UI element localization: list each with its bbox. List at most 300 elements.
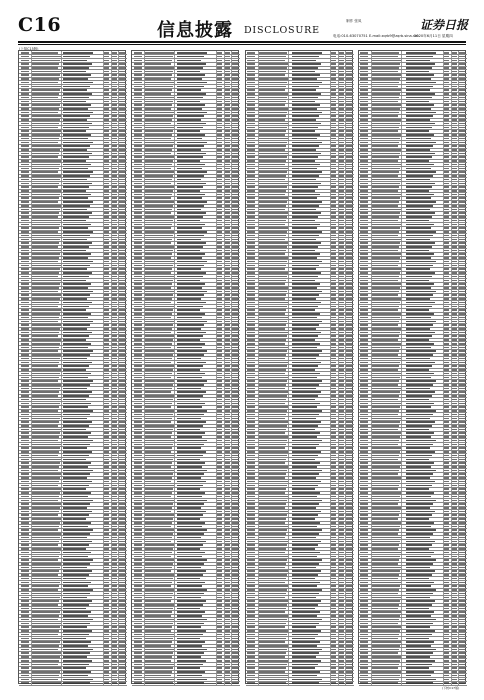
cell-text [444, 67, 449, 69]
fund-name-text [406, 619, 436, 621]
cell-text [112, 429, 117, 431]
cell-text [217, 347, 222, 349]
cell-text [225, 335, 230, 337]
cell-text [232, 496, 238, 498]
fund-name-text [292, 186, 318, 188]
cell-text [225, 608, 230, 610]
cell-text [112, 52, 117, 54]
fund-name-text [292, 541, 321, 543]
cell-text [232, 97, 238, 99]
cell-text [232, 634, 238, 636]
row-index-text [360, 56, 368, 58]
cell-text [225, 410, 230, 412]
row-index-text [360, 220, 368, 222]
cell-text [331, 324, 336, 326]
cell-text [112, 231, 117, 233]
fund-name-text [177, 369, 200, 371]
cell-text [225, 466, 230, 468]
cell-text [32, 231, 58, 233]
fund-name-text [406, 559, 436, 561]
cell-text [145, 250, 173, 252]
row-index-text [360, 541, 368, 543]
cell-text [452, 350, 457, 352]
cell-text [104, 682, 109, 684]
cell-text [444, 149, 449, 151]
row-index-text [247, 421, 255, 423]
cell-text [259, 507, 285, 509]
fund-name-text [177, 556, 202, 558]
cell-text [217, 567, 222, 569]
cell-text [145, 350, 174, 352]
cell-text [225, 242, 230, 244]
row-index-text [360, 239, 368, 241]
row-index-text [21, 220, 29, 222]
cell-text [259, 142, 287, 144]
cell-text [346, 298, 352, 300]
row-index-text [360, 142, 368, 144]
cell-text [259, 414, 286, 416]
fund-name-text [63, 611, 91, 613]
cell-text [452, 276, 457, 278]
fund-name-text [63, 380, 93, 382]
cell-text [104, 425, 109, 427]
cell-text [339, 294, 344, 296]
cell-text [32, 317, 59, 319]
fund-name-text [406, 436, 431, 438]
row-index-text [360, 149, 368, 151]
row-index-text [21, 563, 29, 565]
cell-text [331, 250, 336, 252]
cell-text [104, 518, 109, 520]
cell-text [452, 649, 457, 651]
cell-text [112, 440, 117, 442]
cell-text [104, 231, 109, 233]
cell-text [452, 503, 457, 505]
fund-name-text [406, 130, 429, 132]
row-index-text [360, 332, 368, 334]
cell-text [459, 671, 465, 673]
cell-text [217, 391, 222, 393]
cell-text [259, 377, 288, 379]
cell-text [346, 138, 352, 140]
cell-text [452, 317, 457, 319]
row-index-text [134, 130, 142, 132]
row-index-text [360, 164, 368, 166]
cell-text [104, 63, 109, 65]
cell-text [119, 52, 125, 54]
cell-text [217, 179, 222, 181]
cell-text [459, 388, 465, 390]
fund-name-text [177, 246, 203, 248]
fund-name-text [292, 130, 315, 132]
cell-text [331, 86, 336, 88]
cell-text [459, 679, 465, 681]
cell-text [217, 451, 222, 453]
cell-text [232, 250, 238, 252]
cell-text [459, 216, 465, 218]
cell-text [104, 317, 109, 319]
cell-text [346, 626, 352, 628]
cell-text [225, 656, 230, 658]
cell-text [452, 358, 457, 360]
cell-text [104, 567, 109, 569]
cell-text [119, 272, 125, 274]
cell-text [452, 104, 457, 106]
fund-name-text [63, 544, 89, 546]
cell-text [217, 216, 222, 218]
cell-text [339, 604, 344, 606]
fund-name-text [292, 418, 316, 420]
cell-text [225, 395, 230, 397]
cell-text [225, 436, 230, 438]
cell-text [444, 473, 449, 475]
fund-name-text [406, 246, 432, 248]
fund-name-text [292, 675, 317, 677]
cell-text [331, 298, 336, 300]
row-index-text [247, 220, 255, 222]
cell-text [339, 130, 344, 132]
cell-text [232, 261, 238, 263]
cell-text [32, 153, 59, 155]
cell-text [217, 63, 222, 65]
cell-text [346, 71, 352, 73]
fund-name-text [63, 138, 88, 140]
cell-text [372, 432, 401, 434]
fund-name-text [292, 634, 318, 636]
row-index-text [360, 156, 368, 158]
cell-text [112, 224, 117, 226]
cell-text [32, 186, 58, 188]
row-index-text [247, 209, 255, 211]
cell-text [339, 123, 344, 125]
row-index-text [247, 503, 255, 505]
cell-text [346, 67, 352, 69]
cell-text [32, 574, 58, 576]
cell-text [145, 74, 172, 76]
cell-text [112, 82, 117, 84]
cell-text [145, 89, 172, 91]
cell-text [372, 246, 399, 248]
row-index-text [21, 74, 29, 76]
cell-text [119, 570, 125, 572]
cell-text [112, 410, 117, 412]
cell-text [225, 541, 230, 543]
cell-text [346, 276, 352, 278]
cell-text [259, 335, 287, 337]
cell-text [372, 667, 398, 669]
cell-text [331, 71, 336, 73]
row-index-text [134, 649, 142, 651]
row-index-text [21, 451, 29, 453]
cell-text [459, 377, 465, 379]
cell-text [259, 597, 285, 599]
cell-text [339, 656, 344, 658]
cell-text [259, 190, 286, 192]
cell-text [339, 429, 344, 431]
cell-text [259, 294, 286, 296]
cell-text [112, 197, 117, 199]
cell-text [346, 559, 352, 561]
cell-text [346, 287, 352, 289]
fund-name-text [406, 578, 429, 580]
cell-text [119, 373, 125, 375]
row-index-text [360, 585, 368, 587]
cell-text [452, 246, 457, 248]
row-index-text [360, 365, 368, 367]
section-title: 信息披露 [157, 20, 233, 41]
cell-text [444, 645, 449, 647]
cell-text [32, 328, 60, 330]
cell-text [225, 224, 230, 226]
cell-text [452, 108, 457, 110]
fund-name-text [177, 97, 203, 99]
cell-text [225, 507, 230, 509]
fund-name-text [406, 335, 432, 337]
row-index-text [247, 615, 255, 617]
fund-name-text [406, 582, 434, 584]
cell-text [119, 585, 125, 587]
cell-text [331, 294, 336, 296]
cell-text [444, 123, 449, 125]
fund-name-text [177, 425, 203, 427]
cell-text [459, 649, 465, 651]
fund-name-text [406, 481, 435, 483]
cell-text [217, 156, 222, 158]
row-index-text [247, 391, 255, 393]
cell-text [232, 350, 238, 352]
cell-text [104, 171, 109, 173]
row-index-text [247, 369, 255, 371]
row-index-text [360, 675, 368, 677]
cell-text [225, 488, 230, 490]
fund-name-text [63, 570, 92, 572]
cell-text [459, 339, 465, 341]
cell-text [331, 339, 336, 341]
cell-text [32, 459, 61, 461]
row-index-text [21, 399, 29, 401]
row-index-text [134, 481, 142, 483]
cell-text [444, 242, 449, 244]
cell-text [119, 324, 125, 326]
cell-text [452, 362, 457, 364]
fund-name-text [292, 544, 318, 546]
row-index-text [360, 339, 368, 341]
cell-text [104, 485, 109, 487]
fund-name-text [406, 380, 436, 382]
cell-text [32, 67, 58, 69]
fund-name-text [177, 623, 204, 625]
row-index-text [360, 268, 368, 270]
cell-text [232, 604, 238, 606]
cell-text [339, 175, 344, 177]
cell-text [459, 272, 465, 274]
cell-text [339, 552, 344, 554]
fund-name-text [177, 71, 200, 73]
cell-text [225, 119, 230, 121]
row-index-text [247, 127, 255, 129]
cell-text [459, 593, 465, 595]
fund-name-text [177, 507, 201, 509]
cell-text [331, 335, 336, 337]
fund-name-text [177, 317, 202, 319]
fund-name-text [63, 347, 88, 349]
cell-text [331, 492, 336, 494]
cell-text [112, 119, 117, 121]
cell-text [119, 168, 125, 170]
cell-text [104, 265, 109, 267]
cell-text [32, 205, 61, 207]
cell-text [145, 514, 174, 516]
cell-text [452, 399, 457, 401]
cell-text [119, 522, 125, 524]
cell-text [459, 414, 465, 416]
cell-text [145, 615, 171, 617]
fund-name-text [63, 578, 86, 580]
cell-text [112, 466, 117, 468]
row-index-text [247, 321, 255, 323]
row-index-text [134, 384, 142, 386]
cell-text [145, 347, 171, 349]
cell-text [459, 626, 465, 628]
cell-text [225, 552, 230, 554]
cell-text [112, 175, 117, 177]
cell-text [259, 391, 288, 393]
row-index-text [134, 138, 142, 140]
cell-text [444, 369, 449, 371]
cell-text [217, 455, 222, 457]
cell-text [339, 589, 344, 591]
cell-text [217, 246, 222, 248]
cell-text [32, 470, 58, 472]
cell-text [32, 436, 59, 438]
row-index-text [360, 473, 368, 475]
cell-text [32, 481, 59, 483]
cell-text [459, 391, 465, 393]
cell-text [104, 343, 109, 345]
cell-text [225, 585, 230, 587]
cell-text [459, 317, 465, 319]
row-index-text [247, 485, 255, 487]
fund-name-text [63, 656, 87, 658]
cell-text [459, 611, 465, 613]
cell-text [346, 529, 352, 531]
cell-text [145, 481, 171, 483]
cell-text [32, 373, 60, 375]
cell-text [225, 239, 230, 241]
cell-text [225, 145, 230, 147]
cell-text [459, 115, 465, 117]
cell-text [259, 514, 287, 516]
cell-text [217, 500, 222, 502]
fund-name-text [406, 261, 436, 263]
cell-text [346, 339, 352, 341]
row-index-text [247, 239, 255, 241]
cell-text [372, 324, 398, 326]
cell-text [459, 533, 465, 535]
row-index-text [247, 660, 255, 662]
cell-text [225, 142, 230, 144]
fund-name-text [292, 660, 321, 662]
cell-text [119, 56, 125, 58]
row-index-text [360, 481, 368, 483]
cell-text [459, 589, 465, 591]
cell-text [104, 388, 109, 390]
cell-text [119, 347, 125, 349]
cell-text [145, 149, 172, 151]
fund-name-text [63, 477, 87, 479]
cell-text [346, 526, 352, 528]
cell-text [331, 291, 336, 293]
cell-text [32, 585, 59, 587]
row-index-text [21, 93, 29, 95]
cell-text [346, 679, 352, 681]
row-index-text [247, 574, 255, 576]
cell-text [225, 462, 230, 464]
fund-name-text [63, 664, 89, 666]
cell-text [452, 280, 457, 282]
cell-text [145, 242, 171, 244]
cell-text [339, 511, 344, 513]
fund-name-text [292, 149, 316, 151]
fund-name-text [177, 324, 204, 326]
cell-text [331, 175, 336, 177]
cell-text [232, 160, 238, 162]
fund-name-text [63, 473, 90, 475]
table-caption: (上接C15版) [19, 47, 39, 51]
cell-text [444, 395, 449, 397]
cell-text [339, 156, 344, 158]
row-index-text [247, 324, 255, 326]
fund-name-text [177, 328, 201, 330]
cell-text [104, 369, 109, 371]
fund-name-text [63, 283, 91, 285]
cell-text [225, 619, 230, 621]
cell-text [331, 156, 336, 158]
cell-text [225, 149, 230, 151]
cell-text [444, 294, 449, 296]
fund-name-text [406, 514, 432, 516]
cell-text [372, 60, 401, 62]
fund-name-text [292, 261, 322, 263]
cell-text [232, 130, 238, 132]
cell-text [119, 399, 125, 401]
fund-name-text [63, 335, 89, 337]
cell-text [112, 425, 117, 427]
cell-text [452, 97, 457, 99]
cell-text [259, 466, 288, 468]
cell-text [217, 78, 222, 80]
fund-name-text [177, 477, 201, 479]
row-index-text [360, 343, 368, 345]
cell-text [259, 358, 285, 360]
row-index-text [134, 164, 142, 166]
cell-text [259, 582, 285, 584]
cell-text [372, 74, 401, 76]
cell-text [225, 253, 230, 255]
cell-text [444, 447, 449, 449]
row-index-text [247, 436, 255, 438]
fund-name-text [177, 619, 207, 621]
row-index-text [134, 332, 142, 334]
cell-text [112, 388, 117, 390]
cell-text [112, 447, 117, 449]
fund-name-text [177, 611, 205, 613]
fund-name-text [406, 425, 432, 427]
cell-text [119, 496, 125, 498]
cell-text [444, 641, 449, 643]
cell-text [452, 197, 457, 199]
cell-text [339, 93, 344, 95]
